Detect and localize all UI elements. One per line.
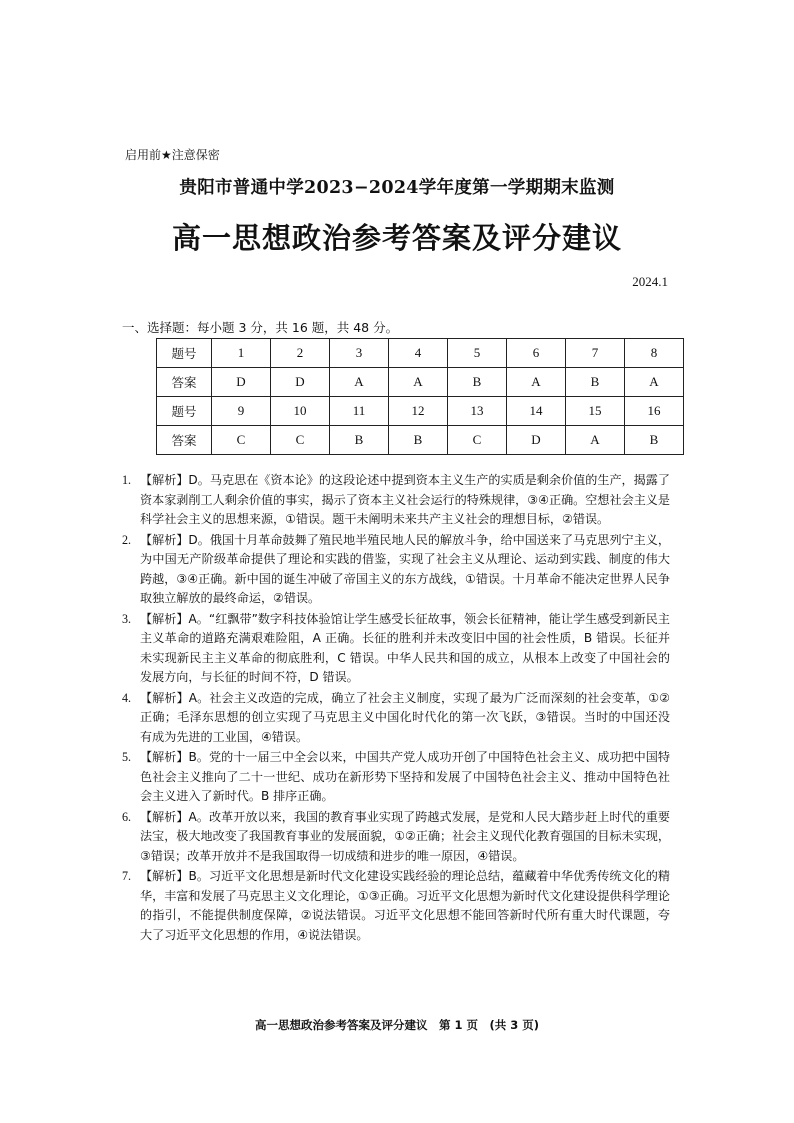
table-cell: 11: [330, 397, 389, 426]
document-date: 2024.1: [632, 274, 668, 289]
table-cell: 14: [507, 397, 566, 426]
table-cell: B: [389, 426, 448, 455]
explanation-number: 4.: [122, 690, 132, 705]
table-row: [157, 397, 684, 426]
table-cell: A: [330, 368, 389, 397]
table-cell: 7: [566, 339, 625, 368]
table-cell: A: [625, 368, 684, 397]
table-cell: C: [271, 426, 330, 455]
table-cell: B: [330, 426, 389, 455]
table-cell: C: [212, 426, 271, 455]
table-cell: B: [448, 368, 507, 397]
table-row: [157, 368, 684, 397]
table-cell: B: [566, 368, 625, 397]
explanation-item: [122, 748, 670, 807]
table-cell: D: [212, 368, 271, 397]
explanation-text: 社会主义改造的完成，确立了社会主义制度，实现了最为广泛而深刻的社会变革，①②正确；毛泽东思想的创立实现了马克思主义中国化时代化的第一次飞跃，③错误。当时的中国还没有成为先进的工业国，④错误。: [140, 690, 670, 744]
explanation-tag: 【解析】B。: [140, 750, 209, 764]
table-row-label: 题号: [157, 339, 212, 368]
explanation-tag: 【解析】B。: [140, 869, 209, 883]
answer-table: [156, 338, 684, 455]
table-cell: 15: [566, 397, 625, 426]
explanation-item: [122, 610, 670, 688]
explanation-list: [122, 471, 670, 946]
explanation-item: [122, 689, 670, 748]
section-heading: 一、选择题：每小题 3 分，共 16 题，共 48 分。: [122, 320, 399, 335]
explanation-body: [140, 531, 670, 609]
explanation-tag: 【解析】A。: [140, 611, 209, 626]
explanation-body: [140, 471, 670, 530]
explanation-number: 1.: [122, 473, 132, 487]
explanation-body: [140, 808, 670, 867]
table-cell: D: [271, 368, 330, 397]
table-cell: C: [448, 426, 507, 455]
table-cell: 9: [212, 397, 271, 426]
explanation-item: [122, 531, 670, 609]
table-cell: 6: [507, 339, 566, 368]
explanation-number: 2.: [122, 532, 132, 547]
explanation-text: “红飘带”数字科技体验馆让学生感受长征故事，领会长征精神，能让学生感受到新民主主义革命的道路充满艰难险阻，A 正确。长征的胜利并未改变旧中国的社会性质，B 错误。长征并未实现新民主主义革命的彻底胜利，C 错误。中华人民共和国的成立，从根本上改变了中国社会的发展方向，与长征的时间不符，D 错误。: [140, 611, 670, 684]
explanation-tag: 【解析】D。: [140, 473, 210, 487]
table-cell: 13: [448, 397, 507, 426]
explanation-number: 7.: [122, 869, 132, 883]
table-cell: A: [566, 426, 625, 455]
table-cell: D: [507, 426, 566, 455]
explanation-body: [140, 689, 670, 748]
table-row-label: 题号: [157, 397, 212, 426]
table-cell: 8: [625, 339, 684, 368]
table-cell: 16: [625, 397, 684, 426]
explanation-text: 党的十一届三中全会以来，中国共产党人成功开创了中国特色社会主义、成功把中国特色社会主义推向了二十一世纪、成功在新形势下坚持和发展了中国特色社会主义、推动中国特色社会主义进入了新时代。B 排序正确。: [140, 750, 670, 803]
explanation-number: 5.: [122, 750, 132, 764]
table-cell: 12: [389, 397, 448, 426]
table-row: [157, 339, 684, 368]
explanation-text: 改革开放以来，我国的教育事业实现了跨越式发展，是党和人民大踏步赶上时代的重要法宝，极大地改变了我国教育事业的发展面貌，①②正确；社会主义现代化教育强国的目标未实现，③错误；改革开放并不是我国取得一切成绩和进步的唯一原因，④错误。: [140, 809, 670, 863]
table-row-label: 答案: [157, 368, 212, 397]
table-cell: 3: [330, 339, 389, 368]
explanation-tag: 【解析】D。: [140, 532, 210, 547]
table-cell: 1: [212, 339, 271, 368]
table-cell: A: [507, 368, 566, 397]
confidential-label: 启用前★注意保密: [125, 148, 220, 162]
explanation-number: 3.: [122, 611, 132, 626]
explanation-text: 马克思在《资本论》的这段论述中提到资本主义生产的实质是剩余价值的生产，揭露了资本家剥削工人剩余价值的事实，揭示了资本主义社会运行的特殊规律，③④正确。空想社会主义是科学社会主义的思想来源，①错误。题干未阐明未来共产主义社会的理想目标，②错误。: [140, 473, 670, 526]
explanation-item: [122, 471, 670, 530]
explanation-item: [122, 808, 670, 867]
explanation-body: [140, 748, 670, 807]
explanation-number: 6.: [122, 809, 132, 824]
table-cell: 5: [448, 339, 507, 368]
table-row-label: 答案: [157, 426, 212, 455]
explanation-text: 俄国十月革命鼓舞了殖民地半殖民地人民的解放斗争，给中国送来了马克思列宁主义，为中国无产阶级革命提供了理论和实践的借鉴，实现了社会主义从理论、运动到实践、制度的伟大跨越，③④正确。新中国的诞生冲破了帝国主义的东方战线，①错误。十月革命不能决定世界人民争取独立解放的最终命运，②错误。: [140, 532, 670, 605]
explanation-body: [140, 610, 670, 688]
table-row: [157, 426, 684, 455]
exam-subtitle: 贵阳市普通中学2023−2024学年度第一学期期末监测: [179, 178, 615, 198]
explanation-text: 习近平文化思想是新时代文化建设实践经验的理论总结，蕴藏着中华优秀传统文化的精华，丰富和发展了马克思主义文化理论，①③正确。习近平文化思想为新时代文化建设提供科学理论的指引，不能提供制度保障，②说法错误。习近平文化思想不能回答新时代所有重大时代课题，夸大了习近平文化思想的作用，④说法错误。: [140, 869, 670, 942]
table-cell: 10: [271, 397, 330, 426]
explanation-item: [122, 867, 670, 945]
table-cell: 4: [389, 339, 448, 368]
page-footer: 高一思想政治参考答案及评分建议 第 1 页 (共 3 页): [254, 1018, 540, 1032]
table-cell: A: [389, 368, 448, 397]
explanation-tag: 【解析】A。: [140, 690, 210, 705]
table-cell: 2: [271, 339, 330, 368]
table-cell: B: [625, 426, 684, 455]
page-title: 高一思想政治参考答案及评分建议: [171, 221, 622, 255]
explanation-tag: 【解析】A。: [140, 809, 209, 824]
explanation-body: [140, 867, 670, 945]
